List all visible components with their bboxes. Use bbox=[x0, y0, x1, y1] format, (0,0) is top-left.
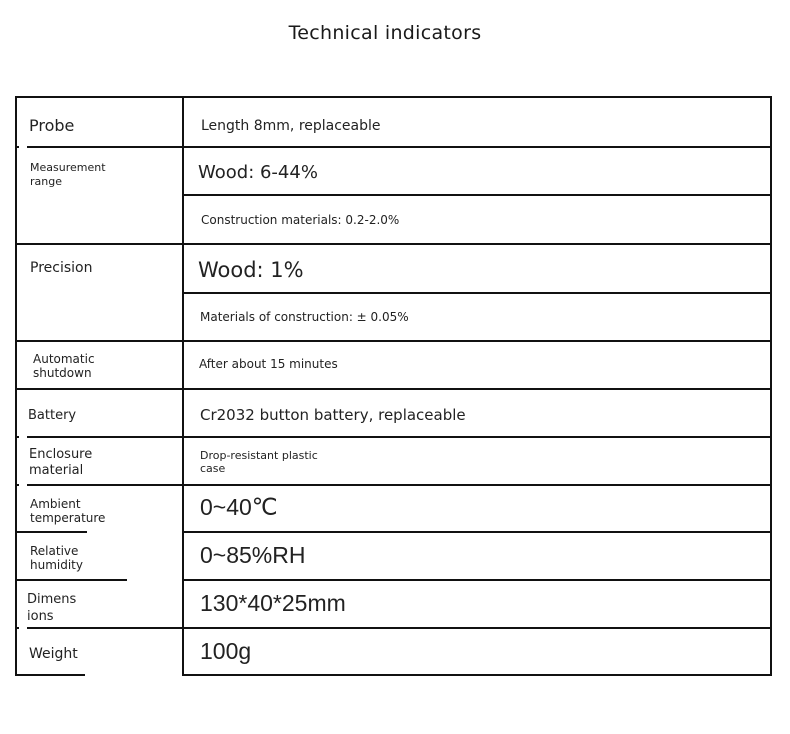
precision-wood: Wood: 1% bbox=[198, 258, 304, 282]
precision-materials: Materials of construction: ± 0.05% bbox=[200, 310, 409, 324]
relative-humidity-label-1: Relative bbox=[30, 544, 79, 558]
row-divider bbox=[17, 340, 770, 342]
row-divider bbox=[17, 436, 770, 438]
column-divider bbox=[182, 98, 184, 674]
line-gap bbox=[19, 435, 27, 439]
weight-value: 100g bbox=[200, 638, 252, 664]
dimensions-value: 130*40*25mm bbox=[200, 590, 346, 616]
relative-humidity-label-2: humidity bbox=[30, 558, 83, 572]
automatic-shutdown-label-1: Automatic bbox=[33, 352, 95, 366]
battery-value: Cr2032 button battery, replaceable bbox=[200, 406, 466, 424]
measurement-range-label-1: Measurement bbox=[30, 161, 106, 174]
enclosure-material-label-1: Enclosure bbox=[29, 447, 93, 462]
probe-value: Length 8mm, replaceable bbox=[201, 118, 381, 134]
precision-label: Precision bbox=[30, 260, 93, 276]
measurement-range-construction: Construction materials: 0.2-2.0% bbox=[201, 213, 400, 227]
ambient-temperature-label-1: Ambient bbox=[30, 497, 81, 511]
row-divider bbox=[17, 146, 770, 148]
line-gap bbox=[87, 530, 182, 534]
ambient-temperature-label-2: temperature bbox=[30, 511, 106, 525]
ambient-temperature-value: 0~40℃ bbox=[200, 494, 278, 520]
measurement-range-label-2: range bbox=[30, 175, 62, 188]
line-gap bbox=[19, 483, 27, 487]
automatic-shutdown-value: After about 15 minutes bbox=[199, 357, 338, 371]
line-gap bbox=[85, 674, 182, 678]
measurement-range-wood: Wood: 6-44% bbox=[198, 162, 318, 183]
spec-table bbox=[15, 96, 772, 676]
automatic-shutdown-label-2: shutdown bbox=[33, 366, 92, 380]
sub-row-divider bbox=[182, 194, 770, 196]
line-gap bbox=[19, 145, 27, 149]
enclosure-material-value-2: case bbox=[200, 462, 226, 475]
probe-label: Probe bbox=[29, 116, 75, 135]
dimensions-label-1: Dimens bbox=[27, 592, 77, 607]
row-divider bbox=[17, 388, 770, 390]
relative-humidity-value: 0~85%RH bbox=[200, 542, 306, 568]
row-divider bbox=[17, 243, 770, 245]
enclosure-material-label-2: material bbox=[29, 463, 84, 478]
line-gap bbox=[19, 626, 27, 630]
battery-label: Battery bbox=[28, 408, 77, 423]
row-divider bbox=[17, 484, 770, 486]
row-divider bbox=[17, 627, 770, 629]
sub-row-divider bbox=[182, 292, 770, 294]
line-gap bbox=[127, 578, 182, 582]
enclosure-material-value-1: Drop-resistant plastic bbox=[200, 449, 318, 462]
weight-label: Weight bbox=[29, 646, 78, 662]
page-title: Technical indicators bbox=[288, 22, 482, 44]
dimensions-label-2: ions bbox=[27, 609, 54, 624]
